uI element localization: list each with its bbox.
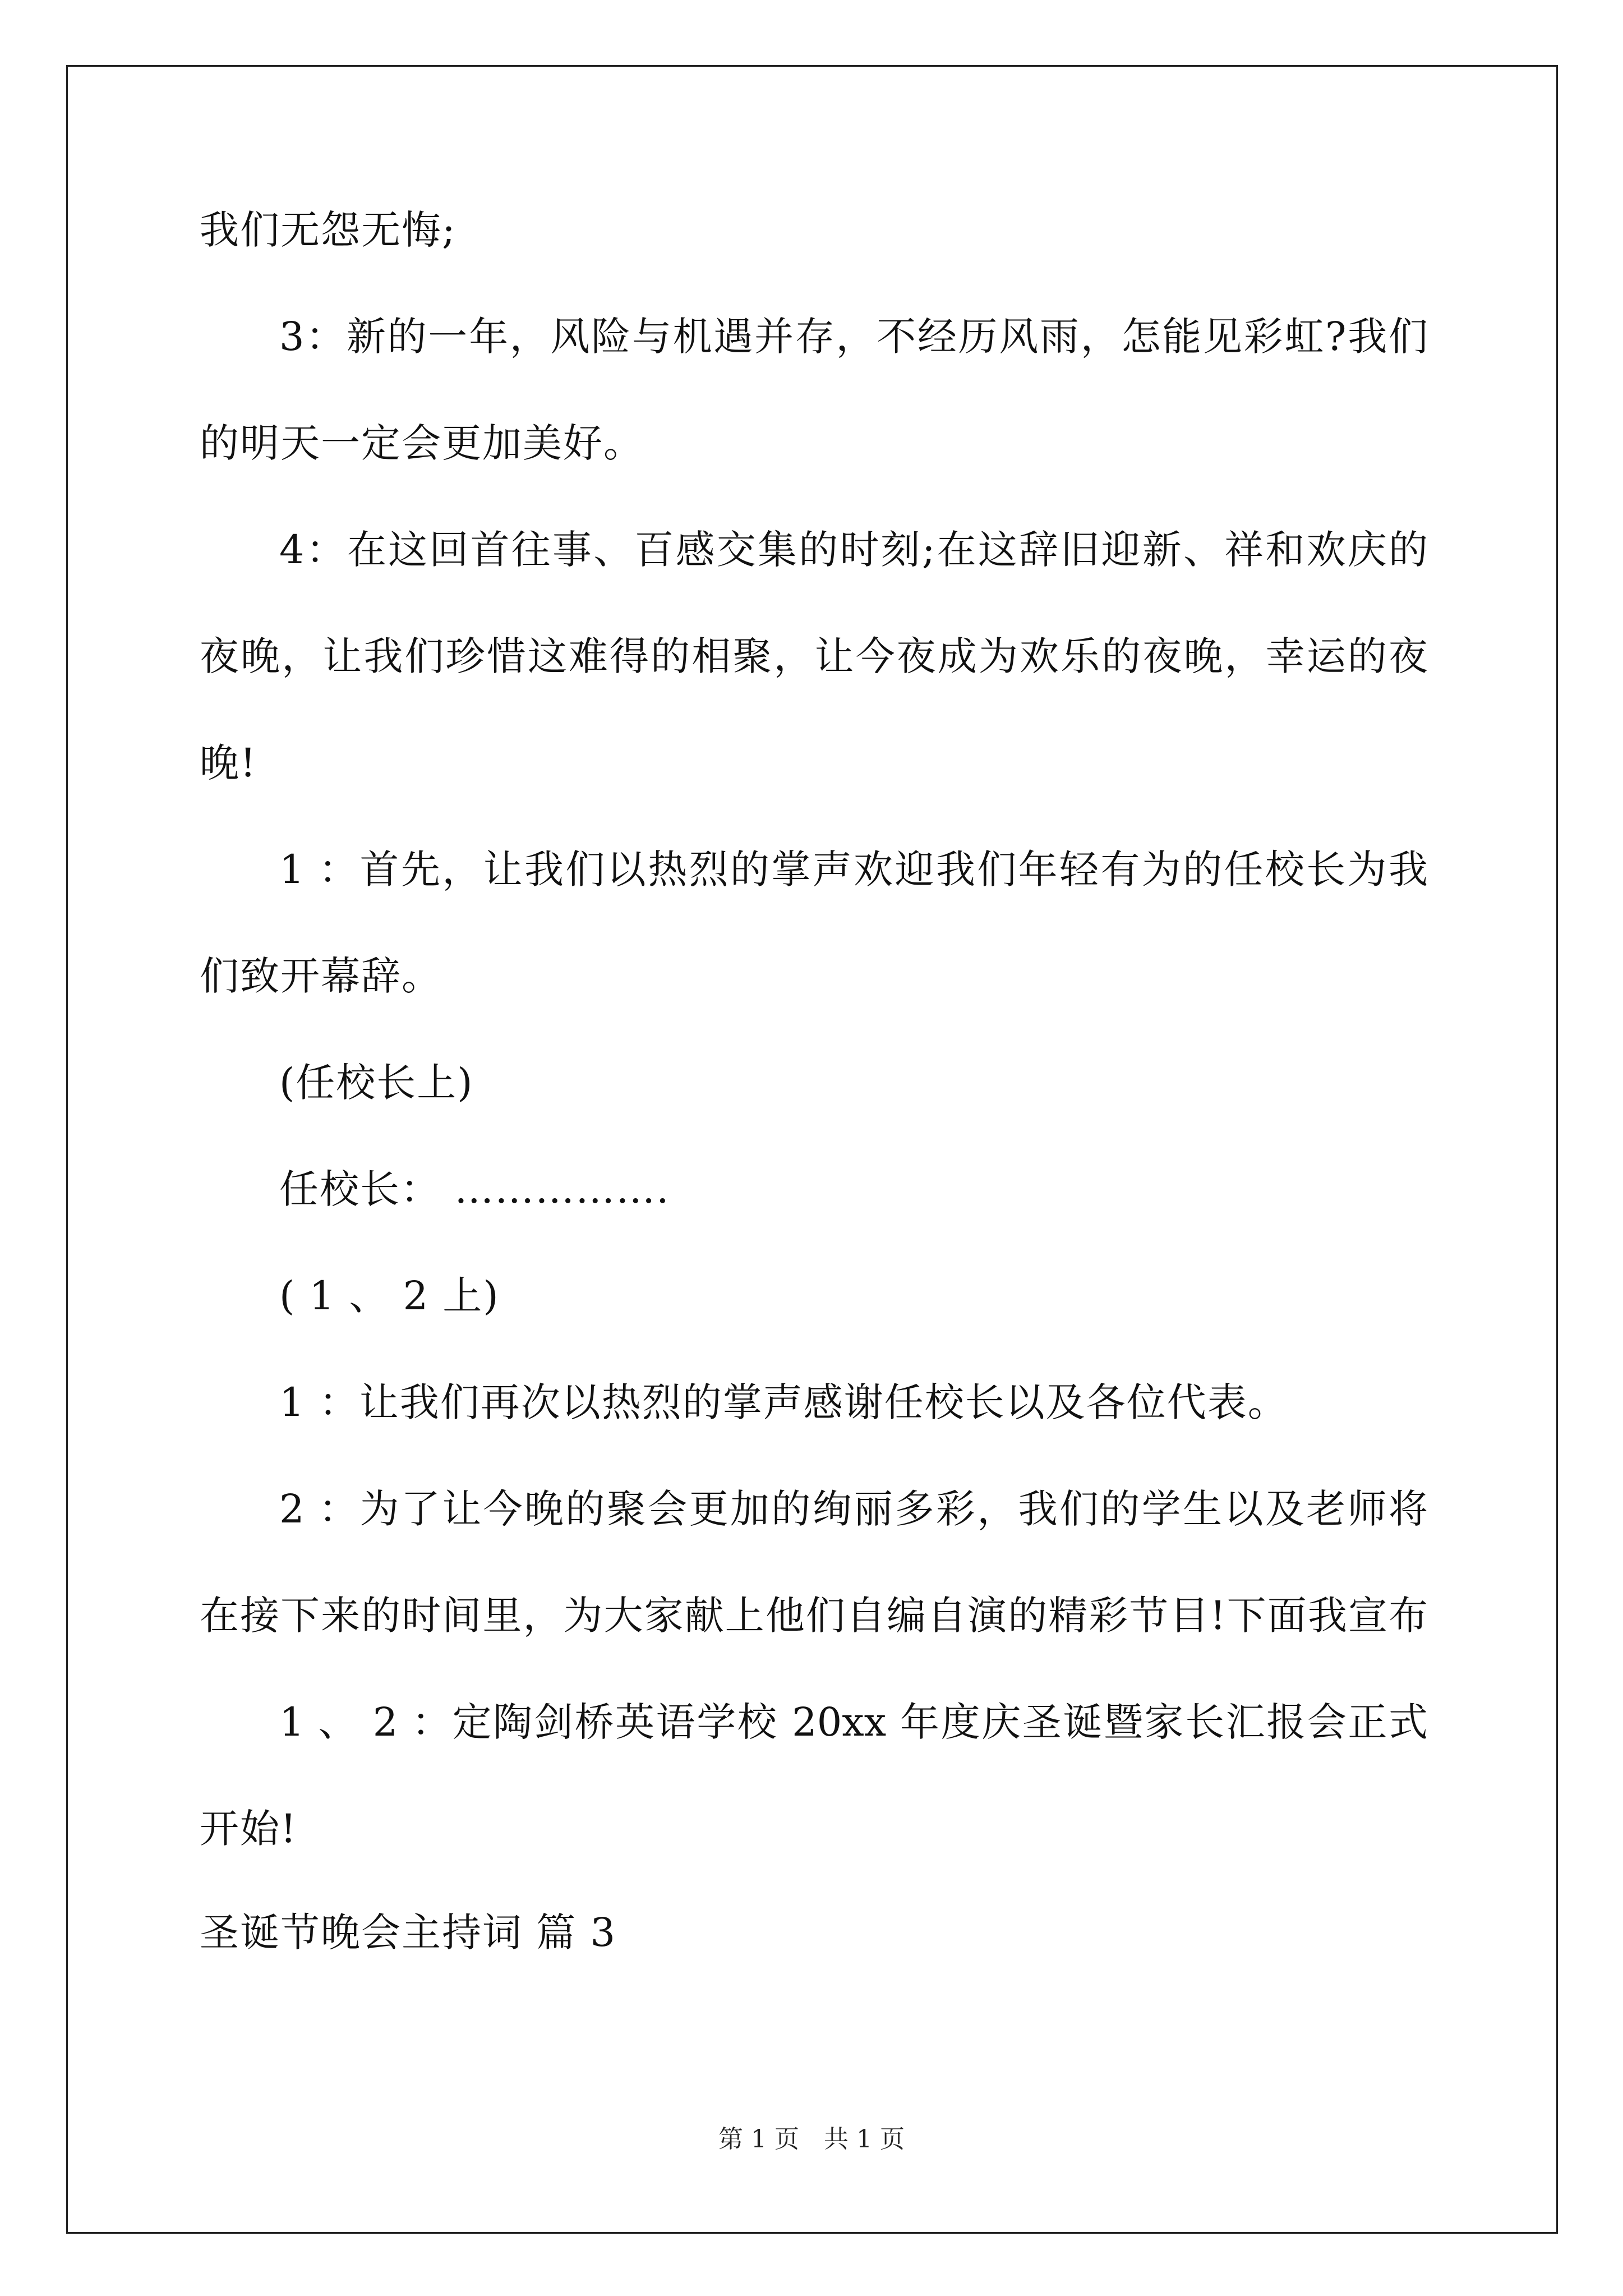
text-line-14: 在接下来的时间里，为大家献上他们自编自演的精彩节目!下面我宣布 <box>200 1593 1428 1639</box>
text-line-16: 开始! <box>200 1806 298 1852</box>
text-line-11: ( 1 、 2 上) <box>279 1273 500 1319</box>
text-line-1: 我们无怨无悔; <box>200 207 457 253</box>
text-line-4: 4：在这回首往事、百感交集的时刻;在这辞旧迎新、祥和欢庆的 <box>279 527 1428 573</box>
text-line-10: 任校长： ……………. <box>279 1166 670 1212</box>
text-line-9: (任校长上) <box>279 1060 474 1106</box>
text-line-6: 晚! <box>200 740 257 786</box>
text-line-3: 的明天一定会更加美好。 <box>200 420 644 466</box>
page-footer: 第 1 页 共 1 页 <box>718 2125 905 2154</box>
text-line-12: 1 ：让我们再次以热烈的掌声感谢任校长以及各位代表。 <box>279 1379 1288 1425</box>
text-line-7: 1 ：首先，让我们以热烈的掌声欢迎我们年轻有为的任校长为我 <box>279 846 1428 892</box>
section-heading: 圣诞节晚会主持词 篇 3 <box>200 1910 617 1955</box>
text-line-2: 3：新的一年，风险与机遇并存，不经历风雨，怎能见彩虹?我们 <box>279 314 1428 360</box>
text-line-8: 们致开幕辞。 <box>200 953 442 999</box>
text-line-13: 2 ：为了让今晚的聚会更加的绚丽多彩，我们的学生以及老师将 <box>279 1486 1428 1532</box>
text-line-5: 夜晚，让我们珍惜这难得的相聚，让今夜成为欢乐的夜晚，幸运的夜 <box>200 633 1428 679</box>
text-line-15: 1 、 2 ：定陶剑桥英语学校 20xx 年度庆圣诞暨家长汇报会正式 <box>279 1699 1428 1745</box>
